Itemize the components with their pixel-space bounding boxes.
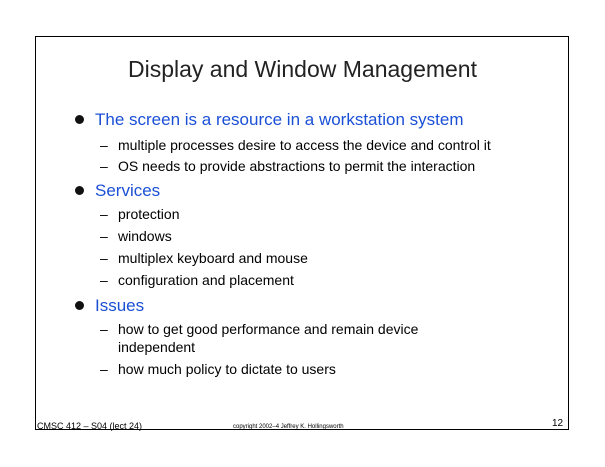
page-number: 12: [552, 418, 564, 429]
dash-icon: –: [100, 272, 108, 288]
dash-icon: –: [100, 250, 108, 266]
bullet-1-text: The screen is a resource in a workstation system: [95, 110, 464, 129]
bullet-2-text: Services: [95, 181, 161, 200]
bullet-dot-2: [75, 186, 84, 195]
bullet-3-sub-2: how much policy to dictate to users: [118, 361, 336, 377]
dash-icon: –: [100, 137, 108, 153]
dash-icon: –: [100, 158, 108, 174]
footer-copyright: copyright 2002–4 Jeffrey K. Hollingsworth: [233, 424, 344, 430]
bullet-dot-3: [75, 301, 84, 310]
dash-icon: –: [100, 228, 108, 244]
dash-icon: –: [100, 321, 108, 337]
bullet-1-sub-2: OS needs to provide abstractions to permit the interaction: [118, 158, 476, 174]
bullet-3-sub-1: how to get good performance and remain device independent: [118, 321, 419, 355]
bullet-2-sub-3: multiplex keyboard and mouse: [118, 250, 308, 266]
bullet-3-text: Issues: [95, 296, 145, 315]
bullet-2-sub-2: windows: [118, 228, 172, 244]
bullet-dot-1: [75, 115, 84, 124]
bullet-2-sub-4: configuration and placement: [118, 272, 294, 288]
slide-title: Display and Window Management: [127, 56, 477, 82]
bullet-1-sub-1: multiple processes desire to access the device and control it: [118, 137, 491, 153]
footer-course: CMSC 412 – S04 (lect 24): [37, 421, 143, 431]
dash-icon: –: [100, 361, 108, 377]
dash-icon: –: [100, 206, 108, 222]
bullet-2-sub-1: protection: [118, 206, 180, 222]
